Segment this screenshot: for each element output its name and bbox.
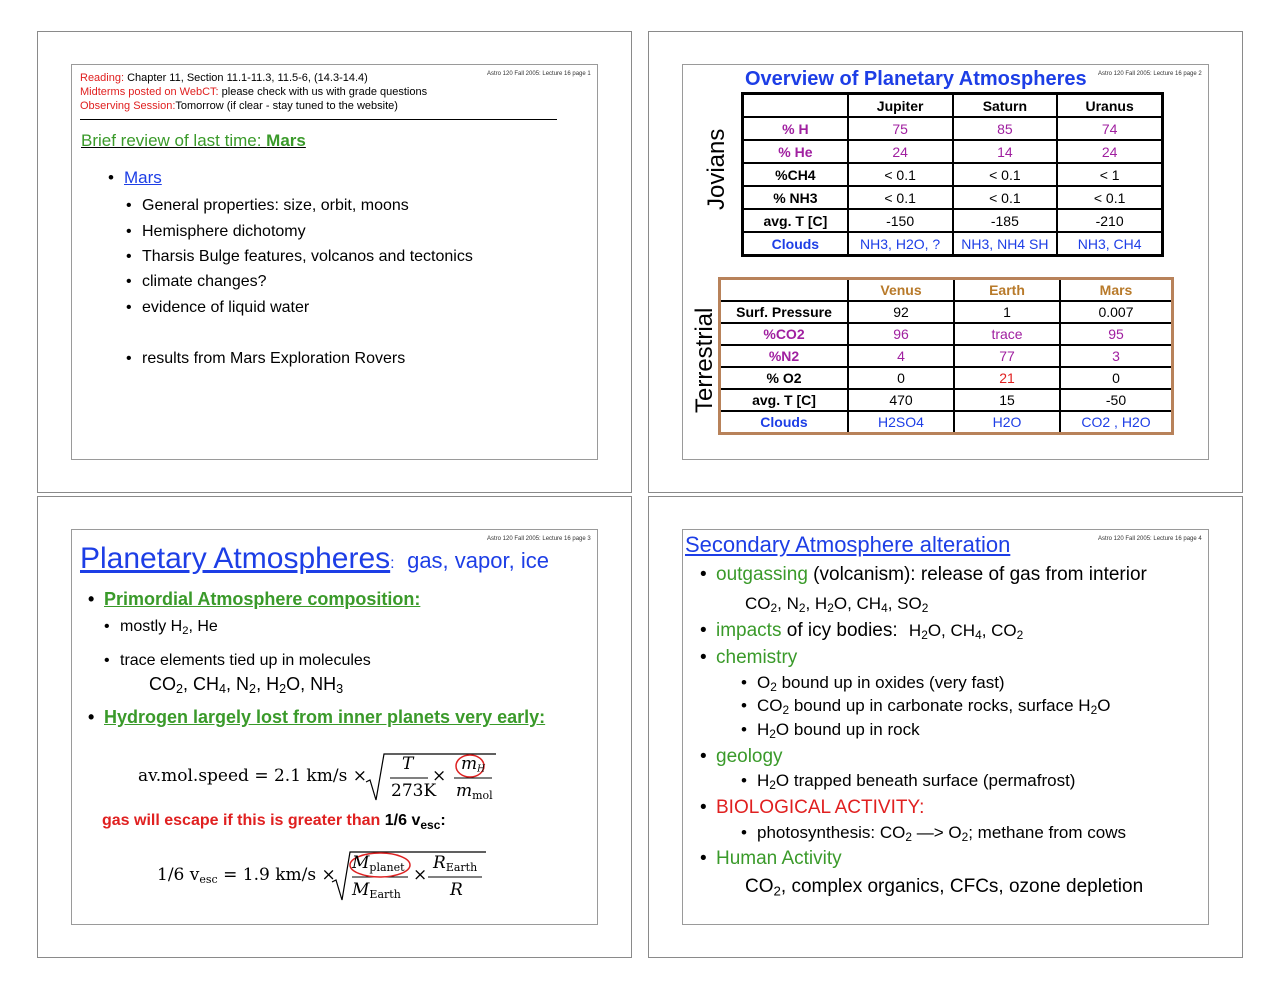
table-row: % H 75 85 74 (743, 117, 1163, 140)
list-item: • Hemisphere dichotomy (142, 223, 306, 241)
rovers-item: • results from Mars Exploration Rovers (142, 350, 405, 368)
photosynthesis-item: • photosynthesis: $CO_2$ —> $O_2$; methane from cows (757, 823, 1126, 843)
list-item: • Tharsis Bulge features, volcanos and tectonics (142, 248, 473, 266)
jovians-label: Jovians (703, 128, 730, 210)
slide-1 (71, 64, 598, 460)
human-sub-item: $CO_2$, complex organics, CFCs, ozone depletion (745, 876, 1144, 899)
chemistry-sub-item: • $CO_2$ bound up in carbonate rocks, surface $H_2O$ (757, 696, 1110, 716)
slide-4 (682, 529, 1209, 925)
trace-item: • trace elements tied up in molecules (120, 652, 371, 670)
terrestrial-table (718, 277, 1174, 435)
outgassing-item: • outgassing (volcanism): release of gas from interior (716, 564, 1147, 586)
slide-2 (682, 64, 1209, 460)
table-row: avg. T [C] 470 15 -50 (720, 389, 1173, 411)
table-row: Clouds H2SO4 H2O CO2 , H2O (720, 411, 1173, 434)
equation-escape-velocity: 1/6 $v_{esc} = 1.9$ km/s × $M_{planet}$ $M_{Earth}$ × $R_{Earth}$ R (157, 850, 487, 904)
biological-item: • BIOLOGICAL ACTIVITY: (716, 797, 924, 819)
mars-link[interactable]: • Mars (124, 168, 162, 188)
hydrogen-heading: • Hydrogen largely lost from inner planets very early: (104, 707, 545, 728)
list-item: • General properties: size, orbit, moons (142, 197, 409, 215)
terrestrial-label: Terrestrial (691, 307, 718, 413)
list-item: • evidence of liquid water (142, 299, 309, 317)
table-row: % O2 0 21 0 (720, 367, 1173, 389)
table-row: %CH4 < 0.1 < 0.1 < 1 (743, 163, 1163, 186)
table-row: avg. T [C] -150 -185 -210 (743, 209, 1163, 232)
page-title: Overview of Planetary Atmospheres (745, 68, 1087, 90)
table-row: %CO2 96 trace 95 (720, 323, 1173, 345)
chemistry-sub-item: • $O_2$ bound up in oxides (very fast) (757, 673, 1005, 693)
geology-sub-item: • $H_2O$ trapped beneath surface (permafrost) (757, 771, 1075, 791)
midterms-line: Midterms posted on WebCT: please check with us with grade questions (80, 86, 428, 98)
jovian-table (741, 92, 1164, 257)
primordial-heading: • Primordial Atmosphere composition: (104, 589, 420, 610)
observing-line: Observing Session:Tomorrow (if clear - stay tuned to the website) (80, 100, 398, 112)
page-title: Planetary Atmospheres: gas, vapor, ice (80, 542, 549, 575)
page-label: Astro 120 Fall 2005: Lecture 16 page 4 (1098, 536, 1202, 542)
list-item: • climate changes? (142, 273, 267, 291)
molecule-list: $CO_2$, $CH_4$, $N_2$, $H_2O$, $NH_3$ (149, 674, 344, 697)
page-label: Astro 120 Fall 2005: Lecture 16 page 3 (487, 536, 591, 542)
equation-mean-speed: av.mol.speed = 2.1 km/s × T 273K × $m_H$ $m_{mol}$ (138, 752, 498, 804)
impacts-item: • impacts of icy bodies: $H_2O$, $CH_4$, $CO_2$ (716, 620, 1023, 642)
header-divider (80, 119, 557, 120)
reading-line: Reading: Chapter 11, Section 11.1-11.3, 11.5-6, (14.3-14.4) (80, 72, 368, 84)
table-header-row: Jupiter Saturn Uranus (743, 94, 1163, 118)
table-row: Clouds NH3, H2O, ? NH3, NH4 SH NH3, CH4 (743, 232, 1163, 256)
escape-condition: gas will escape if this is greater than 1/6 $v_{esc}$: (102, 812, 446, 833)
table-row: %N2 4 77 3 (720, 345, 1173, 367)
mostly-item: • mostly $H_2$, He (120, 618, 218, 636)
table-row: % He 24 14 24 (743, 140, 1163, 163)
page-label: Astro 120 Fall 2005: Lecture 16 page 1 (487, 71, 591, 77)
table-header-row: Venus Earth Mars (720, 279, 1173, 302)
chemistry-sub-item: • $H_2O$ bound up in rock (757, 720, 920, 740)
page-title: Secondary Atmosphere alteration (685, 532, 1011, 557)
outgassing-gases: $CO_2$, $N_2$, $H_2O$, $CH_4$, $SO_2$ (745, 594, 929, 615)
human-item: • Human Activity (716, 848, 842, 870)
geology-item: • geology (716, 746, 783, 768)
chemistry-item: • chemistry (716, 647, 797, 669)
slide-3 (71, 529, 598, 925)
table-row: Surf. Pressure 92 1 0.007 (720, 301, 1173, 323)
page-label: Astro 120 Fall 2005: Lecture 16 page 2 (1098, 71, 1202, 77)
review-heading[interactable]: Brief review of last time: Mars (81, 131, 306, 150)
table-row: % NH3 < 0.1 < 0.1 < 0.1 (743, 186, 1163, 209)
